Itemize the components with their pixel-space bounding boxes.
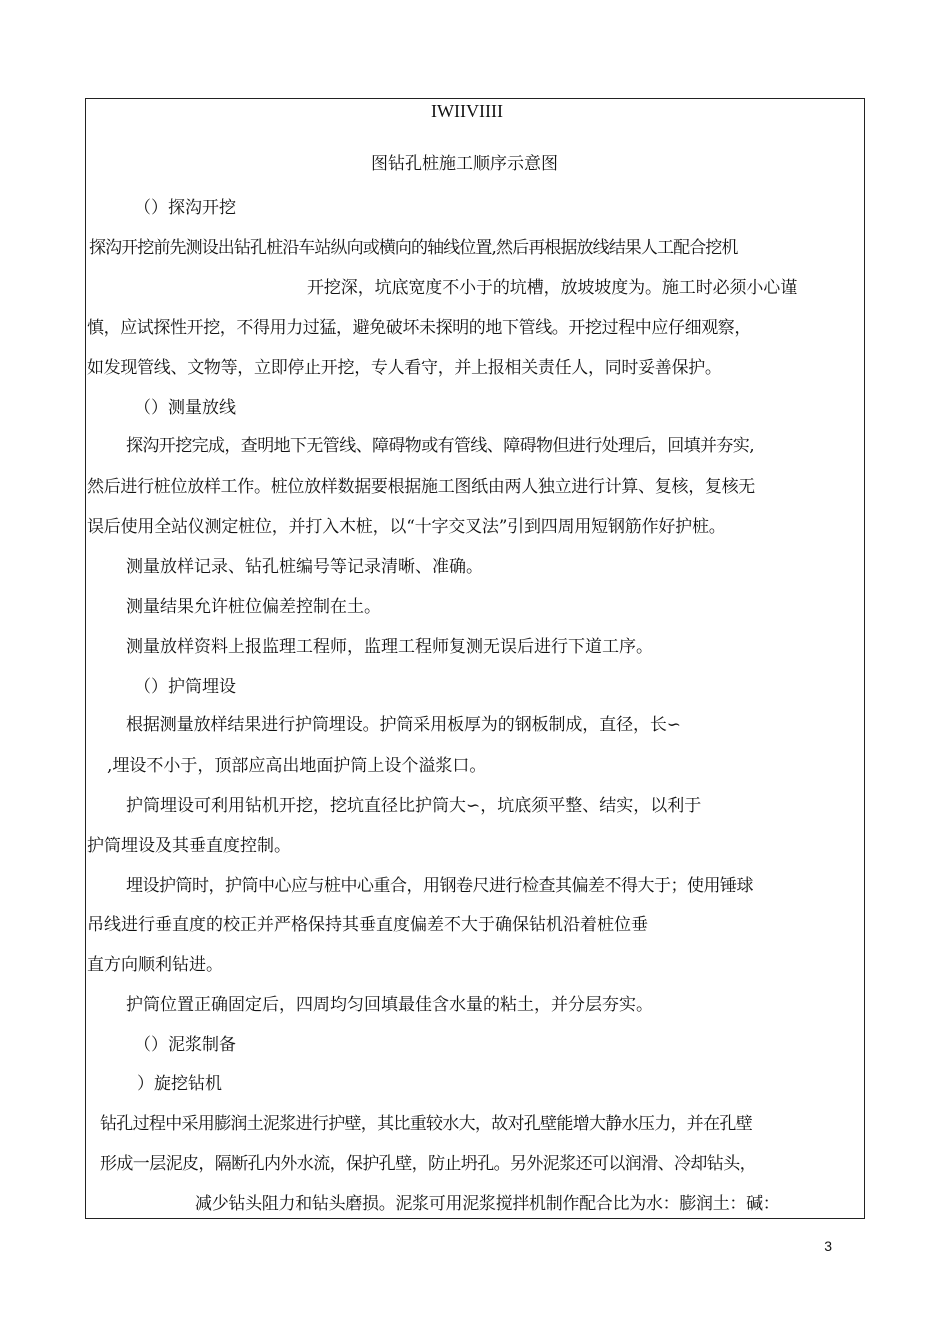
- section-heading: ）旋挖钻机: [137, 1074, 222, 1094]
- paragraph-line: 直方向顺利钻进。: [87, 955, 223, 975]
- page-number: 3: [824, 1238, 832, 1254]
- figure-caption: 图钻孔桩施工顺序示意图: [371, 154, 558, 174]
- paragraph-line: 测量结果允许桩位偏差控制在土。: [126, 597, 381, 617]
- paragraph-line: 护筒埋设可利用钻机开挖，挖坑直径比护筒大∽，坑底须平整、结实，以利于: [126, 796, 702, 816]
- section-heading: （）探沟开挖: [134, 198, 236, 218]
- section-heading: （）测量放线: [134, 398, 236, 418]
- paragraph-line: 埋设护筒时，护筒中心应与桩中心重合，用钢卷尺进行检查其偏差不得大于；使用锤球: [126, 876, 753, 896]
- paragraph-line: 然后进行桩位放样工作。桩位放样数据要根据施工图纸由两人独立进行计算、复核，复核无: [87, 477, 755, 497]
- paragraph-line: 测量放样记录、钻孔桩编号等记录清晰、准确。: [126, 557, 483, 577]
- paragraph-line: 钻孔过程中采用膨润土泥浆进行护壁，其比重较水大，故对孔壁能增大静水压力，并在孔壁: [100, 1114, 752, 1134]
- paragraph-line: 形成一层泥皮，隔断孔内外水流，保护孔壁，防止坍孔。另外泥浆还可以润滑、冷却钻头，: [100, 1154, 756, 1174]
- section-heading: （）护筒埋设: [134, 677, 236, 697]
- header-code: IWIIVIIII: [431, 101, 503, 121]
- paragraph-line: 护筒位置正确固定后，四周均匀回填最佳含水量的粘土，并分层夯实。: [126, 995, 653, 1015]
- paragraph-line: 误后使用全站仪测定桩位，并打入木桩，以“十字交叉法”引到四周用短钢筋作好护桩。: [87, 517, 726, 537]
- paragraph-line: 减少钻头阻力和钻头磨损。泥浆可用泥浆搅拌机制作配合比为水：膨润土：碱：: [195, 1194, 780, 1214]
- paragraph-line: 吊线进行垂直度的校正并严格保持其垂直度偏差不大于确保钻机沿着桩位垂: [87, 915, 648, 935]
- paragraph-line: 如发现管线、文物等，立即停止开挖，专人看守，并上报相关责任人，同时妥善保护。: [87, 358, 722, 378]
- paragraph-line: 探沟开挖完成，查明地下无管线、障碍物或有管线、障碍物但进行处理后，回填并夯实,: [126, 436, 755, 456]
- section-heading: （）泥浆制备: [134, 1035, 236, 1055]
- paragraph-line: 慎，应试探性开挖，不得用力过猛，避免破坏未探明的地下管线。开挖过程中应仔细观察，: [87, 318, 751, 338]
- paragraph-line: 护筒埋设及其垂直度控制。: [87, 836, 291, 856]
- paragraph-line: 探沟开挖前先测设出钻孔桩沿车站纵向或横向的轴线位置,然后再根据放线结果人工配合挖机: [89, 238, 738, 258]
- paragraph-line: 开挖深，坑底宽度不小于的坑槽，放坡坡度为。施工时必须小心谨: [307, 278, 798, 298]
- paragraph-line: 根据测量放样结果进行护筒埋设。护筒采用板厚为的钢板制成，直径，长∽: [126, 715, 681, 735]
- paragraph-line: 测量放样资料上报监理工程师，监理工程师复测无误后进行下道工序。: [126, 637, 653, 657]
- paragraph-line: ,埋设不小于，顶部应高出地面护筒上设个溢浆口。: [107, 756, 487, 776]
